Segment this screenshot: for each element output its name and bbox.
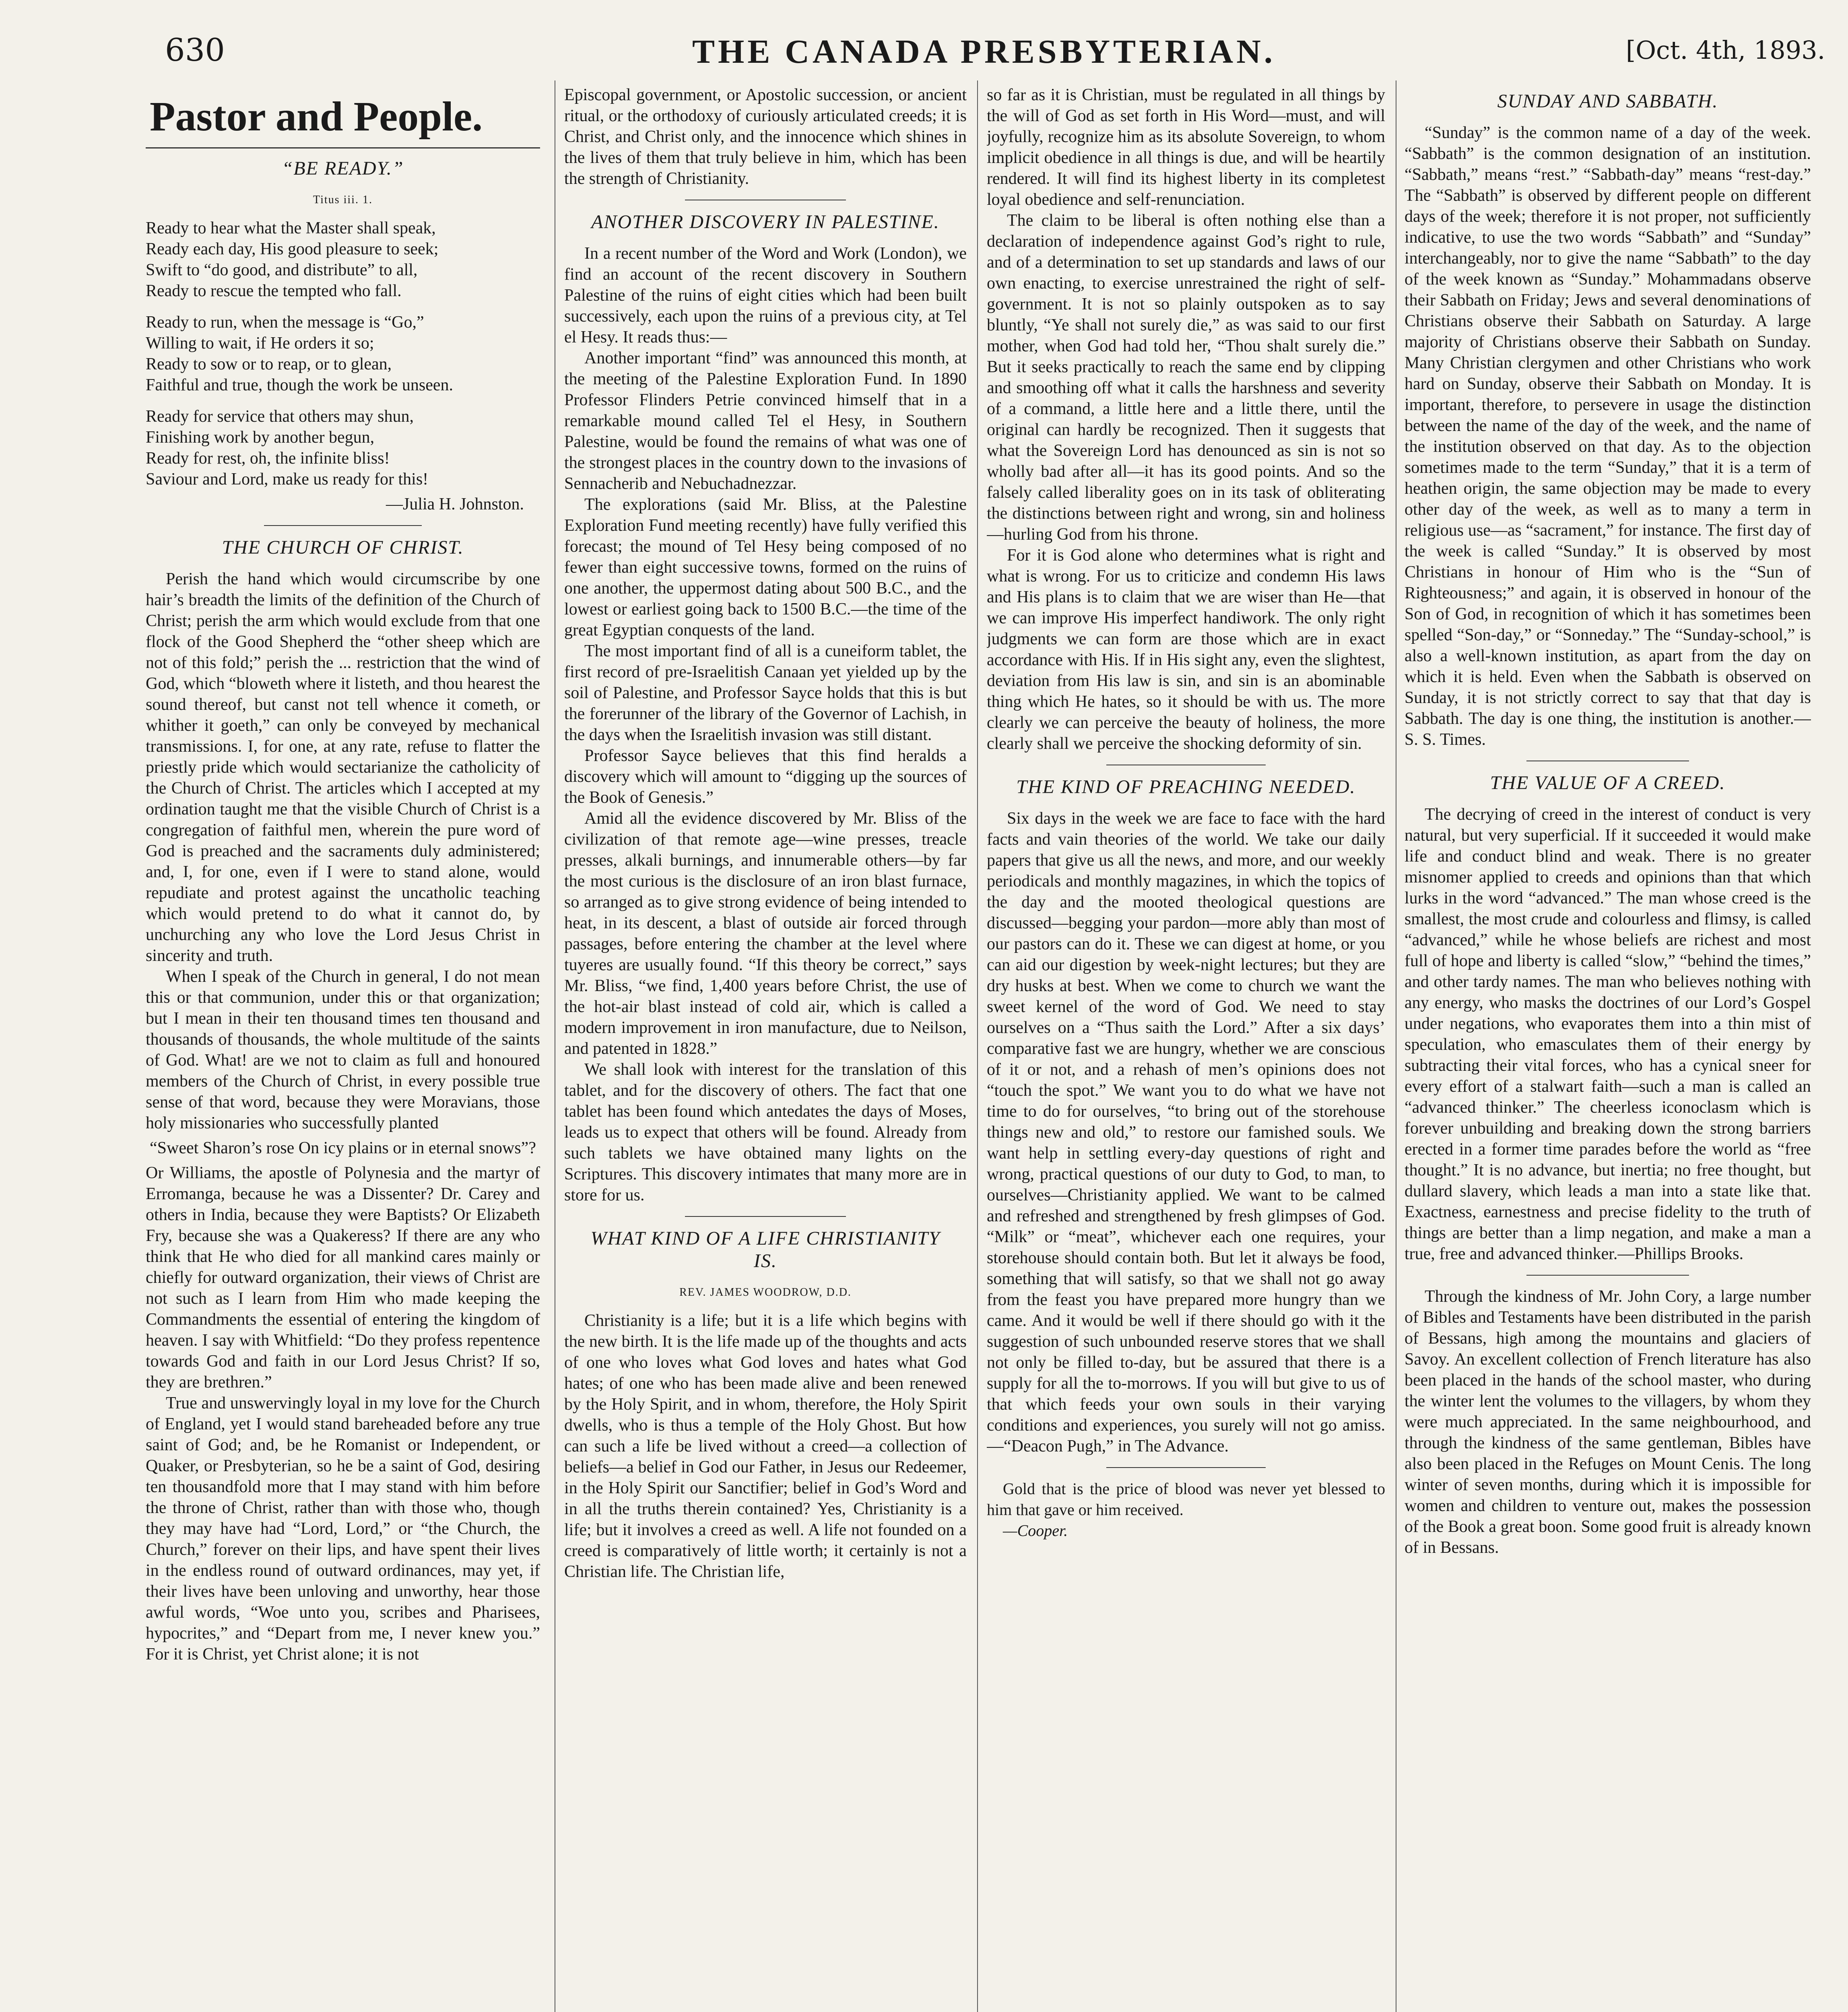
article-paragraph: In a recent number of the Word and Work (London), we find an account of the recent discovery in Southern Palestine of the ruins of eight cities which had been built successively, each upon the ruins of a previous city, at Tel el Hesy. It reads thus:— — [564, 244, 967, 346]
poem-reference: Titus iii. 1. — [313, 194, 373, 206]
page-number: 630 — [165, 32, 225, 68]
article-title: ANOTHER DISCOVERY IN PALESTINE. — [591, 211, 940, 233]
issue-date: [Oct. 4th, 1893. — [1626, 35, 1825, 65]
masthead: THE CANADA PRESBYTERIAN. — [692, 33, 1276, 70]
column-4 — [1405, 85, 1811, 2012]
poem-line: Ready to rescue the tempted who fall. — [146, 282, 402, 300]
column-divider — [977, 80, 978, 2012]
poem-line: Ready to sow or to reap, or to glean, — [146, 355, 392, 373]
article-paragraph: The claim to be liberal is often nothing else than a declaration of independence against God’s right to rule, and of a determination to set up standards and laws of our own enacting, to exercise unrestrained the right of self-government. It is not so plainly outspoken as to say bluntly, “Ye shall not surely die,” as was said to our first mother, when God had told her, “Thou shalt surely die.” But it seeks practically to reach the same end by clipping and smoothing off what it calls the harshness and severity of a command, a little here and a little there, until the original can hardly be recognized. Then it suggests that what the Sovereign Lord has denounced as sin is not so wholly bad after all—it has its good points. And so the falsely called liberality goes on in its task of obliterating the distinctions between right and wrong, sin and holiness—hurling God from his throne. — [987, 211, 1385, 544]
news-note: Through the kindness of Mr. John Cory, a large number of Bibles and Testaments have been distributed in the parish of Bessans, high among the mountains and glaciers of Savoy. An excellent collection of French literature has also been placed in the hands of the school master, who during the winter lent the volumes to the villagers, by whom they were much appreciated. In the same neighbourhood, and through the kindness of the same gentleman, Bibles have also been placed in the Refuges on Mount Cenis. The long winter of seven months, during which it is impossible for women and children to venture out, makes the possession of the Book a great boon. Some good fruit is already known of in Bessans. — [1405, 1287, 1811, 1557]
article-byline: REV. JAMES WOODROW, D.D. — [679, 1286, 852, 1299]
article-paragraph: Perish the hand which would circumscribe by one hair’s breadth the limits of the definition of the Church of Christ; perish the arm which would exclude from that one flock of the Good Shepherd the “other sheep which are not of this fold;” perish the ... restriction that the wind of God, which “bloweth where it listeth, and thou hearest the sound thereof, but canst not tell whence it cometh, or whither it goeth,” can only be conveyed by mechanical transmissions. I, for one, at any rate, refuse to flatter the priestly pride which would sectarianize the catholicity of the Church of Christ. The articles which I accepted at my ordination taught me that the visible Church of Christ is a congregation of faithful men, wherein the pure word of God is preached and the sacraments duly administered; and, I, for one, even if I were to stand alone, would repudiate and protest against the uncatholic teaching which would pretend to do what it cannot do, by unchurching any who love the Lord Jesus Christ in sincerity and truth. — [146, 570, 540, 965]
article-paragraph: For it is God alone who determines what is right and what is wrong. For us to criticize and condemn His laws and His plans is to claim that we are wiser than He—that we can improve His imperfect handiwork. The only right judgments we can form are those which are in exact accordance with His. If in His sight any, even the slightest, deviation from His law is sin, and sin is an abominable thing which He hates, so it should be with us. The more clearly we can perceive the beauty of holiness, the more clearly shall we perceive the shocking deformity of sin. — [987, 546, 1385, 753]
article-paragraph: The decrying of creed in the interest of conduct is very natural, but very superficial. If it succeeded it would make life and conduct blind and weak. There is no greater misnomer applied to creeds and opinions than that which lurks in the word “advanced.” The man whose creed is the smallest, the most crude and colourless and flimsy, is called “advanced,” while he whose beliefs are richest and most full of hope and liberty is called “slow,” “behind the times,” and other tardy names. The man who believes nothing with any energy, who masks the doctrines of our Lord’s Gospel under negations, who evaporates them into a thin mist of speculation, who emasculates them of their energy by subtracting their vital forces, who has a cynical sneer for every effort of a stalwart faith—such a man is called an “advanced thinker.” The cheerless iconoclasm which is forever unbuilding and breaking down the strong barriers erected in a former time parades before the world as “free thought.” It is no advance, but inertia; no free thought, but dullard slavery, which leads a man into a state like that. Exactness, earnestness and precise fidelity to the truth of things are better than a limp negation, and make a man a true, free and advanced thinker.—Phillips Brooks. — [1405, 805, 1811, 1263]
quoted-verse: “Sweet Sharon’s rose On icy plains or in eternal snows”? — [150, 1139, 536, 1157]
article-title: WHAT KIND OF A LIFE CHRISTIANITY IS. — [590, 1228, 941, 1272]
column-1 — [146, 85, 540, 2012]
section-rule — [264, 525, 422, 526]
column-2 — [564, 85, 967, 2012]
article-paragraph: The explorations (said Mr. Bliss, at the Palestine Exploration Fund meeting recently) have fully verified this forecast; the mound of Tel Hesy being composed of no fewer than eight successive towns, formed on the ruins of one another, the uppermost dating about 500 B.C., and the lowest or earliest going back to 1500 B.C.—the time of the great Egyptian conquests of the land. — [564, 495, 967, 639]
continued-paragraph: so far as it is Christian, must be regulated in all things by the will of God as set forth in His Word—must, and will joyfully, recognize him as its absolute Sovereign, to whom implicit obedience in all things is due, and will be heartily rendered. It will find its highest liberty in its completest loyal obedience and self-renunciation. — [987, 86, 1385, 209]
poem-line — [146, 396, 540, 406]
heading-rule — [146, 147, 540, 148]
article-paragraph: Christianity is a life; but it is a life which begins with the new birth. It is the life made up of the thoughts and acts of one who loves what God loves and hates what God hates; of one who has been made alive and been renewed by the Holy Spirit, and in whom, therefore, the Holy Spirit dwells, who is thus a temple of the Holy Ghost. But how can such a life be lived without a creed—a collection of beliefs—a belief in God our Father, in Jesus our Redeemer, in the Holy Spirit our Sanctifier; belief in God’s Word and in all the truths therein contained? Yes, Christianity is a life; but it involves a creed as well. A life not founded on a creed is comparatively of little worth; it certainly is not a Christian life. The Christian life, — [564, 1311, 967, 1581]
article-paragraph: Another important “find” was announced this month, at the meeting of the Palestine Exploration Fund. In 1890 Professor Flinders Petrie convinced himself that in a remarkable mound called Tel el Hesy, in Southern Palestine, would be found the remains of what was one of the strongest places in the country down to the invasions of Sennacherib and Nebuchadnezzar. — [564, 349, 967, 493]
article-paragraph: Six days in the week we are face to face with the hard facts and vain theories of the world. We take our daily papers that give us all the news, and more, and our weekly periodicals and monthly magazines, in which the topics of the day and the mooted theological questions are discussed—begging your pardon—more ably than most of our pastors can do it. These we can digest at home, or you can aid our digestion by week-night lectures; but they are dry husks at best. When we come to church we want the sweet kernel of the word of God. We need to stay ourselves on a “Thus saith the Lord.” After a six days’ comparative fast we are hungry, whether we are conscious of it or not, and a rehash of men’s opinions does not “touch the spot.” We want you to do what we have not time to do for ourselves, “to bring out of the storehouse things new and old,” to restore our famished souls. We want help in settling every-day questions of right and wrong, practical questions of our duty to God, to man, to ourselves—Christianity applied. We want to be calmed and refreshed and strengthened by fresh glimpses of God. “Milk” or “meat”, whichever each one requires, your storehouse should contain both. But let it always be food, something that will satisfy, so that we shall not go away from the feast you have prepared more hungry than we came. And it would be well if there should go with it the suggestion of such unbounded reserve stores that we shall not only be filled to-day, but be assured that there is a supply for all the to-morrows. If you will but give to us of that which feeds your own souls in their varying conditions and experiences, you surely will not go amiss.—“Deacon Pugh,” in The Advance. — [987, 809, 1385, 1455]
section-rule — [1106, 1467, 1266, 1468]
poem-line: Saviour and Lord, make us ready for this! — [146, 470, 429, 489]
article-paragraph: When I speak of the Church in general, I do not mean this or that communion, under this or that organization; but I mean in their ten thousand times ten thousand and thousands of thousands, the whole multitude of the saints of God. What! are we not to claim as full and honoured members of the Church of Christ, in every possible true sense of that word, because they were Moravians, those holy missionaries who successfully planted — [146, 967, 540, 1132]
poem-line: Ready each day, His good pleasure to seek; — [146, 240, 439, 258]
article-paragraph: Professor Sayce believes that this find heralds a discovery which will amount to “digging up the sources of the Book of Genesis.” — [564, 746, 967, 807]
poem-author: —Julia H. Johnston. — [386, 495, 524, 513]
article-paragraph: We shall look with interest for the translation of this tablet, and for the discovery of others. The fact that one tablet has been found which antedates the days of Moses, leads us to expect that others will be found. Already from such tablets we have obtained many lights on the Scriptures. This discovery intimates that many more are in store for us. — [564, 1060, 967, 1204]
poem-line: Willing to wait, if He orders it so; — [146, 334, 374, 353]
article-paragraph: Amid all the evidence discovered by Mr. Bliss of the civilization of that remote age—wine presses, treacle presses, alkali burnings, and innumerable others—by far the most curious is the disclosure of an iron blast furnace, so arranged as to give strong evidence of being intended to heat, in its descent, a blast of outside air forced through passages, before entering the chamber at the level where tuyeres are usually found. “If this theory be correct,” says Mr. Bliss, “we find, 1,400 years before Christ, the use of the hot-air blast instead of cold air, which is called a modern improvement in iron manufacture, due to Neilson, and patented in 1828.” — [564, 809, 967, 1058]
article-paragraph: True and unswervingly loyal in my love for the Church of England, yet I would stand bareheaded before any true saint of God; and, be he Romanist or Independent, or Quaker, or Presbyterian, so he be a saint of God, desiring ten thousandfold more that I may stand with him before the throne of Christ, rather than with those who, though they may have had “Lord, Lord,” or “the Church, the Church,” forever on their lips, and have spent their lives in the endless round of outward ordinances, may yet, if their lives have been unloving and unworthy, hear those awful words, “Woe unto you, scribes and Pharisees, hypocrites,” and “Depart from me, I never knew you.” For it is Christ, yet Christ alone; it is not — [146, 1394, 540, 1664]
article-title: THE CHURCH OF CHRIST. — [222, 537, 464, 558]
poem-line: Ready for rest, oh, the infinite bliss! — [146, 449, 390, 468]
article-paragraph: Or Williams, the apostle of Polynesia and the martyr of Erromanga, because he was a Dissenter? Dr. Carey and others in India, because they were Baptists? Or Elizabeth Fry, because she was a Quakeress? If there are any who think that He who died for all mankind cares mainly or chiefly for outward organization, their views of Christ are not such as I learn from Him who made keeping the Commandments the essential of entering the kingdom of heaven. I say with Whitfield: “Do they profess repentence towards God and faith in our Lord Jesus Christ? If so, they are brethren.” — [146, 1164, 540, 1391]
poem-line: Finishing work by another begun, — [146, 428, 375, 447]
article-paragraph: “Sunday” is the common name of a day of the week. “Sabbath” is the common designation of an institution. “Sabbath,” means “rest.” “Sabbath-day” means “rest-day.” The “Sabbath” is observed by different people on different days of the week; therefore it is not proper, not sufficiently indicative, to use the two words “Sabbath” and “Sunday” interchangeably, nor to give the name “Sabbath” to the day of the week known as “Sunday.” Mohammadans observe their Sabbath on Friday; Jews and several denominations of Christians observe their Sabbath on Saturday. A large majority of Christians observe their Sabbath on Sunday. Many Christian clergymen and other Christians who work hard on Sunday, observe their Sabbath on Monday. It is important, therefore, to persevere in usage the distinction between the name of the day of the week, and the name of the institution observed on that day. As to the objection sometimes made to the term “Sunday,” that it is a term of heathen origin, the same objection may be made to every other day of the week, as well as to many a term in religious use—as “sacrament,” for instance. The first day of the week is called “Sunday.” It is observed by most Christians in honour of Him who is the “Sun of Righteousness;” and again, it is observed in honour of the Son of God, in recognition of which it has sometimes been spelled “Son-day,” or “Sonneday.” The “Sunday-school,” is also a well-known institution, as apart from the day on which it is held. Even when the Sabbath is observed on Sunday, it is not strictly correct to say that that day is Sabbath. The day is one thing, the institution is another.—S. S. Times. — [1405, 124, 1811, 749]
poem-line: Ready for service that others may shun, — [146, 407, 414, 426]
article-title: THE KIND OF PREACHING NEEDED. — [1016, 776, 1356, 798]
poem-line: Faithful and true, though the work be unseen. — [146, 376, 453, 394]
poem-title: “BE READY.” — [282, 158, 404, 179]
poem-line: Ready to run, when the message is “Go,” — [146, 313, 424, 332]
poem-line — [146, 301, 540, 312]
section-rule — [685, 1216, 846, 1217]
poem-body — [146, 218, 540, 490]
article-paragraph: The most important find of all is a cuneiform tablet, the first record of pre-Israelitish Canaan yet yielded up by the soil of Palestine, and Professor Sayce holds that this is but the forerunner of the library of the Governor of Lachish, in the days when the Israelitish invasion was still distant. — [564, 642, 967, 744]
page-header — [0, 32, 1848, 76]
continued-paragraph: Episcopal government, or Apostolic succession, or ancient ritual, or the orthodoxy of curiously articulated creeds; it is Christ, and Christ only, and the innocence which shines in the lives of them that truly believe in him, which has been the strength of Christianity. — [564, 86, 967, 188]
section-rule — [1526, 1275, 1689, 1276]
poem-line: Ready to hear what the Master shall speak, — [146, 219, 436, 237]
column-3 — [987, 85, 1385, 2012]
article-title: SUNDAY AND SABBATH. — [1497, 91, 1718, 112]
article-title: THE VALUE OF A CREED. — [1490, 772, 1726, 794]
poem-line: Swift to “do good, and distribute” to all, — [146, 261, 418, 279]
department-heading: Pastor and People. — [150, 93, 483, 140]
epigram: Gold that is the price of blood was never yet blessed to him that gave or him received. — [987, 1480, 1385, 1519]
epigram-source: —Cooper. — [1003, 1521, 1068, 1540]
